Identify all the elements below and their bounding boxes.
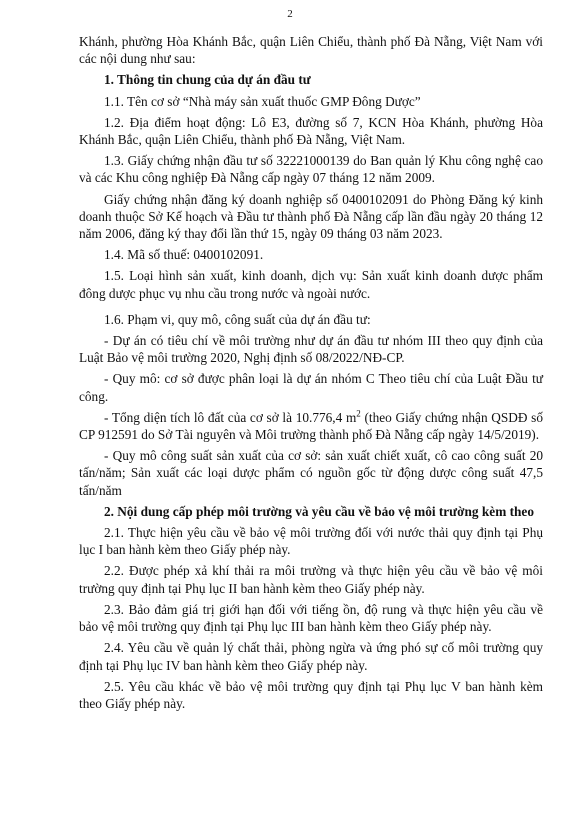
document-body bbox=[79, 33, 543, 716]
section-heading-2: 2. Nội dung cấp phép môi trường và yêu cầu về bảo vệ môi trường kèm theo bbox=[104, 503, 534, 519]
paragraph-1-1: 1.1. Tên cơ sở “Nhà máy sản xuất thuốc GMP Đông Dược” bbox=[104, 93, 421, 109]
section-heading-1: 1. Thông tin chung của dự án đầu tư bbox=[104, 72, 311, 88]
paragraph-2-1: 2.1. Thực hiện yêu cầu về bảo vệ môi trường đối với nước thải quy định tại Phụ lục I ban hành kèm theo Giấy phép này. bbox=[79, 525, 543, 558]
paragraph-1-2: 1.2. Địa điểm hoạt động: Lô E3, đường số 7, KCN Hòa Khánh, phường Hòa Khánh Bắc, quận Liên Chiểu, thành phố Đà Nẵng, Việt Nam. bbox=[79, 114, 543, 148]
paragraph-scale: - Quy mô: cơ sở được phân loại là dự án nhóm C Theo tiêu chí của Luật Đầu tư công. bbox=[79, 371, 543, 404]
area-unit-exponent: 2 bbox=[356, 408, 361, 419]
paragraph-business-registration: Giấy chứng nhận đăng ký doanh nghiệp số 0400102091 do Phòng Đăng ký kinh doanh thuộc Sở Kế hoạch và Đầu tư thành phố Đà Nẵng cấp lần đầu ngày 20 tháng 12 năm 2006, đăng ký thay đổi lần thứ 15, ngày 09 tháng 03 năm 2023. bbox=[79, 191, 543, 242]
land-area-certificate: (theo Giấy chứng nhận QSDĐ số CP 912591 do Sở Tài nguyên và Môi trường thành phố Đà Nẵng cấp ngày 14/5/2019). bbox=[79, 409, 544, 443]
paragraph-land-area bbox=[79, 409, 543, 443]
paragraph-2-2: 2.2. Được phép xả khí thải ra môi trường và thực hiện yêu cầu về bảo vệ môi trường quy định tại Phụ lục II ban hành kèm theo Giấy phép này. bbox=[79, 563, 543, 596]
paragraph-1-3: 1.3. Giấy chứng nhận đầu tư số 32221000139 do Ban quản lý Khu công nghệ cao và các Khu công nghiệp Đà Nẵng cấp ngày 07 tháng 12 năm 2009. bbox=[79, 153, 543, 186]
paragraph-capacity: - Quy mô công suất sản xuất của cơ sở: sản xuất chiết xuất, cô cao công suất 20 tấn/năm; Sản xuất các loại dược phẩm có nguồn gốc từ động dược công suất 47,5 tấn/năm bbox=[79, 448, 543, 498]
paragraph-2-4: 2.4. Yêu cầu về quản lý chất thải, phòng ngừa và ứng phó sự cố môi trường quy định tại Phụ lục IV ban hành kèm theo Giấy phép này. bbox=[79, 640, 543, 673]
land-area-text: - Tổng diện tích lô đất của cơ sở là 10.776,4 m bbox=[104, 409, 357, 425]
paragraph-1-5: 1.5. Loại hình sản xuất, kinh doanh, dịch vụ: Sản xuất kinh doanh dược phẩm đông dược phục vụ nhu cầu trong nước và ngoài nước. bbox=[79, 268, 543, 301]
paragraph-1-6: 1.6. Phạm vi, quy mô, công suất của dự án đầu tư: bbox=[104, 311, 371, 327]
page-number: 2 bbox=[287, 8, 293, 20]
paragraph-intro-continuation: Khánh, phường Hòa Khánh Bắc, quận Liên Chiểu, thành phố Đà Nẵng, Việt Nam với các nội dung như sau: bbox=[79, 34, 543, 67]
paragraph-1-4: 1.4. Mã số thuế: 0400102091. bbox=[104, 247, 264, 263]
paragraph-criteria: - Dự án có tiêu chí về môi trường như dự án đầu tư nhóm III theo quy định của Luật Bảo vệ môi trường 2020, Nghị định số 08/2022/NĐ-CP. bbox=[79, 333, 543, 366]
paragraph-2-5: 2.5. Yêu cầu khác về bảo vệ môi trường quy định tại Phụ lục V ban hành kèm theo Giấy phép này. bbox=[79, 678, 543, 711]
paragraph-2-3: 2.3. Bảo đảm giá trị giới hạn đối với tiếng ồn, độ rung và thực hiện yêu cầu về bảo vệ môi trường quy định tại Phụ lục III ban hành kèm theo Giấy phép này. bbox=[79, 601, 543, 635]
